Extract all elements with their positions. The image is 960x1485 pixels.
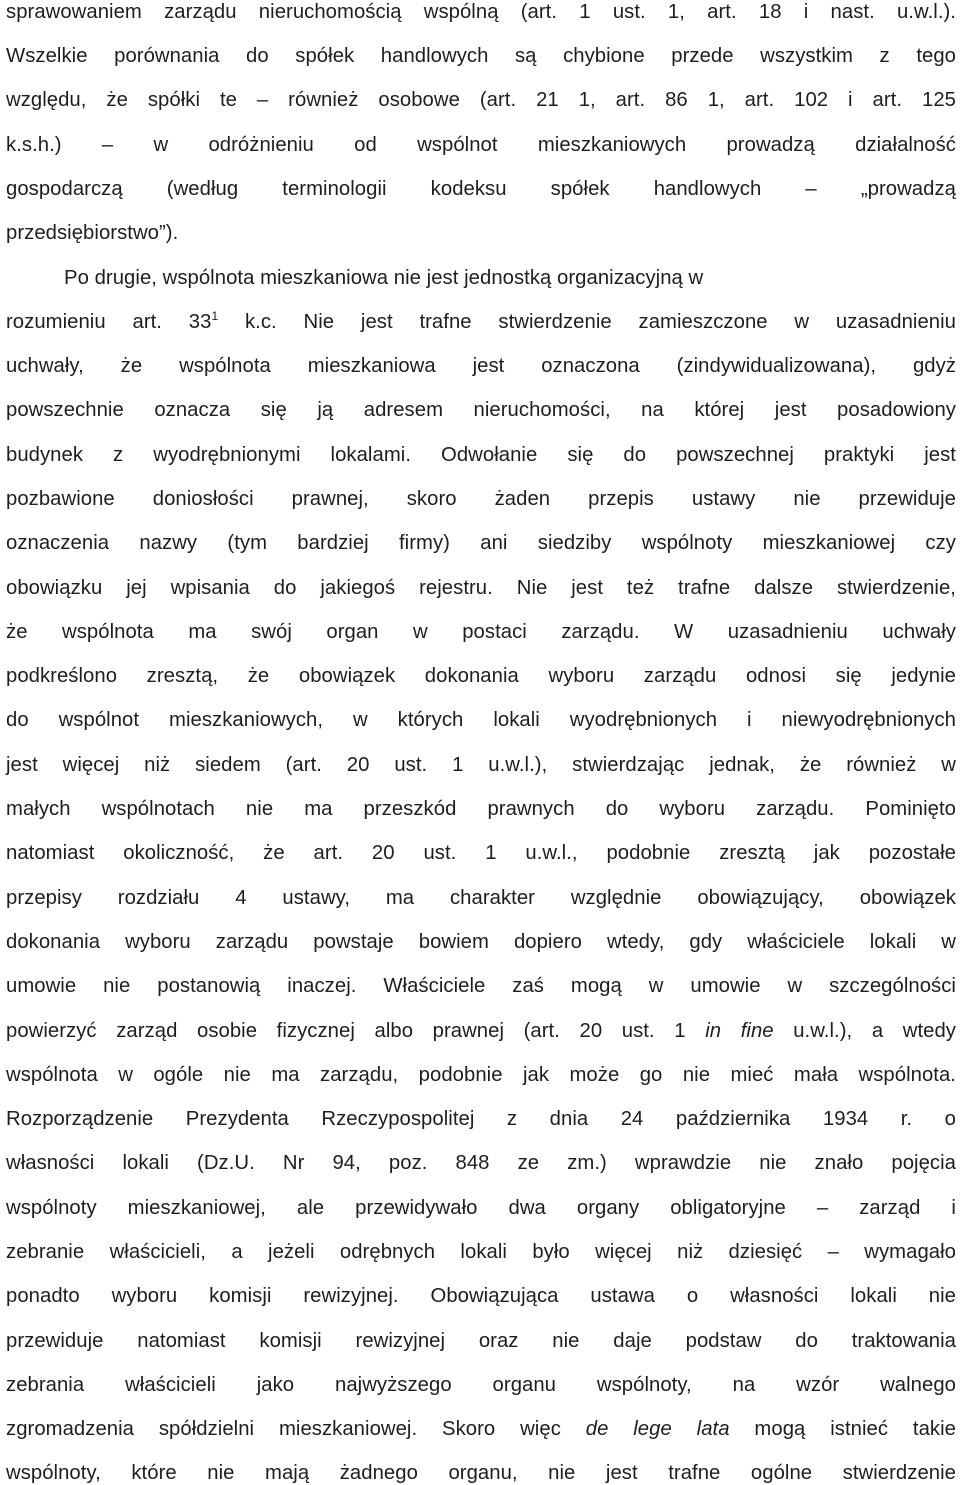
text-line: wspólnoty, które nie mają żadnego organu, nie jest trafne ogólne stwierdzenie bbox=[6, 1462, 956, 1484]
text-line: pozbawione doniosłości prawnej, skoro żaden przepis ustawy nie przewiduje bbox=[6, 488, 956, 510]
text-fragment: zgromadzenia spółdzielni mieszkaniowej. Skoro więc bbox=[6, 1418, 586, 1440]
text-line: natomiast okoliczność, że art. 20 ust. 1 u.w.l., podobnie zresztą jak pozostałe bbox=[6, 842, 956, 864]
text-fragment: mogą istnieć takie bbox=[729, 1418, 956, 1440]
italic-phrase: in fine bbox=[705, 1020, 774, 1042]
text-line: przewiduje natomiast komisji rewizyjnej oraz nie daje podstaw do traktowania bbox=[6, 1330, 956, 1352]
text-line: zebrania właścicieli jako najwyższego organu wspólnoty, na wzór walnego bbox=[6, 1374, 956, 1396]
text-line: Rozporządzenie Prezydenta Rzeczypospolitej z dnia 24 października 1934 r. o bbox=[6, 1108, 956, 1130]
text-line: małych wspólnotach nie ma przeszkód prawnych do wyboru zarządu. Pominięto bbox=[6, 798, 956, 820]
text-line: oznaczenia nazwy (tym bardziej firmy) ani siedziby wspólnoty mieszkaniowej czy bbox=[6, 532, 956, 554]
text-line: przepisy rozdziału 4 ustawy, ma charakter względnie obowiązujący, obowiązek bbox=[6, 887, 956, 909]
text-line bbox=[6, 310, 956, 336]
text-line: ponadto wyboru komisji rewizyjnej. Obowiązująca ustawa o własności lokali nie bbox=[6, 1285, 956, 1307]
text-line: przedsiębiorstwo”). bbox=[6, 222, 179, 244]
text-line: Wszelkie porównania do spółek handlowych są chybione przede wszystkim z tego bbox=[6, 45, 956, 67]
text-line: dokonania wyboru zarządu powstaje bowiem dopiero wtedy, gdy właściciele lokali w bbox=[6, 931, 956, 953]
text-line: k.s.h.) – w odróżnieniu od wspólnot mieszkaniowych prowadzą działalność bbox=[6, 134, 956, 156]
text-line: wspólnoty mieszkaniowej, ale przewidywało dwa organy obligatoryjne – zarząd i bbox=[6, 1197, 956, 1219]
text-line: że wspólnota ma swój organ w postaci zarządu. W uzasadnieniu uchwały bbox=[6, 621, 956, 643]
text-fragment: rozumieniu art. 33 bbox=[6, 311, 212, 333]
italic-phrase: de lege lata bbox=[585, 1418, 730, 1440]
text-fragment: k.c. Nie jest trafne stwierdzenie zamieszczone w uzasadnieniu bbox=[218, 311, 957, 333]
text-line: podkreślono zresztą, że obowiązek dokonania wyboru zarządu odnosi się jedynie bbox=[6, 665, 956, 687]
text-fragment: powierzyć zarząd osobie fizycznej albo prawnej (art. 20 ust. 1 bbox=[6, 1020, 706, 1042]
text-line: zebranie właścicieli, a jeżeli odrębnych lokali było więcej niż dziesięć – wymagało bbox=[6, 1241, 956, 1263]
text-line: jest więcej niż siedem (art. 20 ust. 1 u.w.l.), stwierdzając jednak, że również w bbox=[6, 754, 956, 776]
text-line bbox=[6, 1019, 956, 1043]
text-line: własności lokali (Dz.U. Nr 94, poz. 848 ze zm.) wprawdzie nie znało pojęcia bbox=[6, 1152, 956, 1174]
text-line: względu, że spółki te – również osobowe (art. 21 1, art. 86 1, art. 102 i art. 125 bbox=[6, 89, 956, 111]
text-line: sprawowaniem zarządu nieruchomością wspólną (art. 1 ust. 1, art. 18 i nast. u.w.l.). bbox=[6, 1, 956, 23]
text-line: umowie nie postanowią inaczej. Właściciele zaś mogą w umowie w szczególności bbox=[6, 975, 956, 997]
text-line: wspólnota w ogóle nie ma zarządu, podobnie jak może go nie mieć mała wspólnota. bbox=[6, 1064, 956, 1086]
text-line: do wspólnot mieszkaniowych, w których lokali wyodrębnionych i niewyodrębnionych bbox=[6, 709, 956, 731]
text-fragment: u.w.l.), a wtedy bbox=[773, 1020, 956, 1042]
text-line: powszechnie oznacza się ją adresem nieruchomości, na której jest posadowiony bbox=[6, 399, 956, 421]
text-line: gospodarczą (według terminologii kodeksu spółek handlowych – „prowadzą bbox=[6, 178, 956, 200]
superscript: 1 bbox=[211, 309, 219, 323]
paragraph-start-line: Po drugie, wspólnota mieszkaniowa nie jest jednostką organizacyjną w bbox=[64, 267, 704, 289]
text-line: obowiązku jej wpisania do jakiegoś rejestru. Nie jest też trafne dalsze stwierdzenie, bbox=[6, 577, 956, 599]
text-line: uchwały, że wspólnota mieszkaniowa jest oznaczona (zindywidualizowana), gdyż bbox=[6, 355, 956, 377]
text-line bbox=[6, 1417, 956, 1441]
text-line: budynek z wyodrębnionymi lokalami. Odwołanie się do powszechnej praktyki jest bbox=[6, 444, 956, 466]
